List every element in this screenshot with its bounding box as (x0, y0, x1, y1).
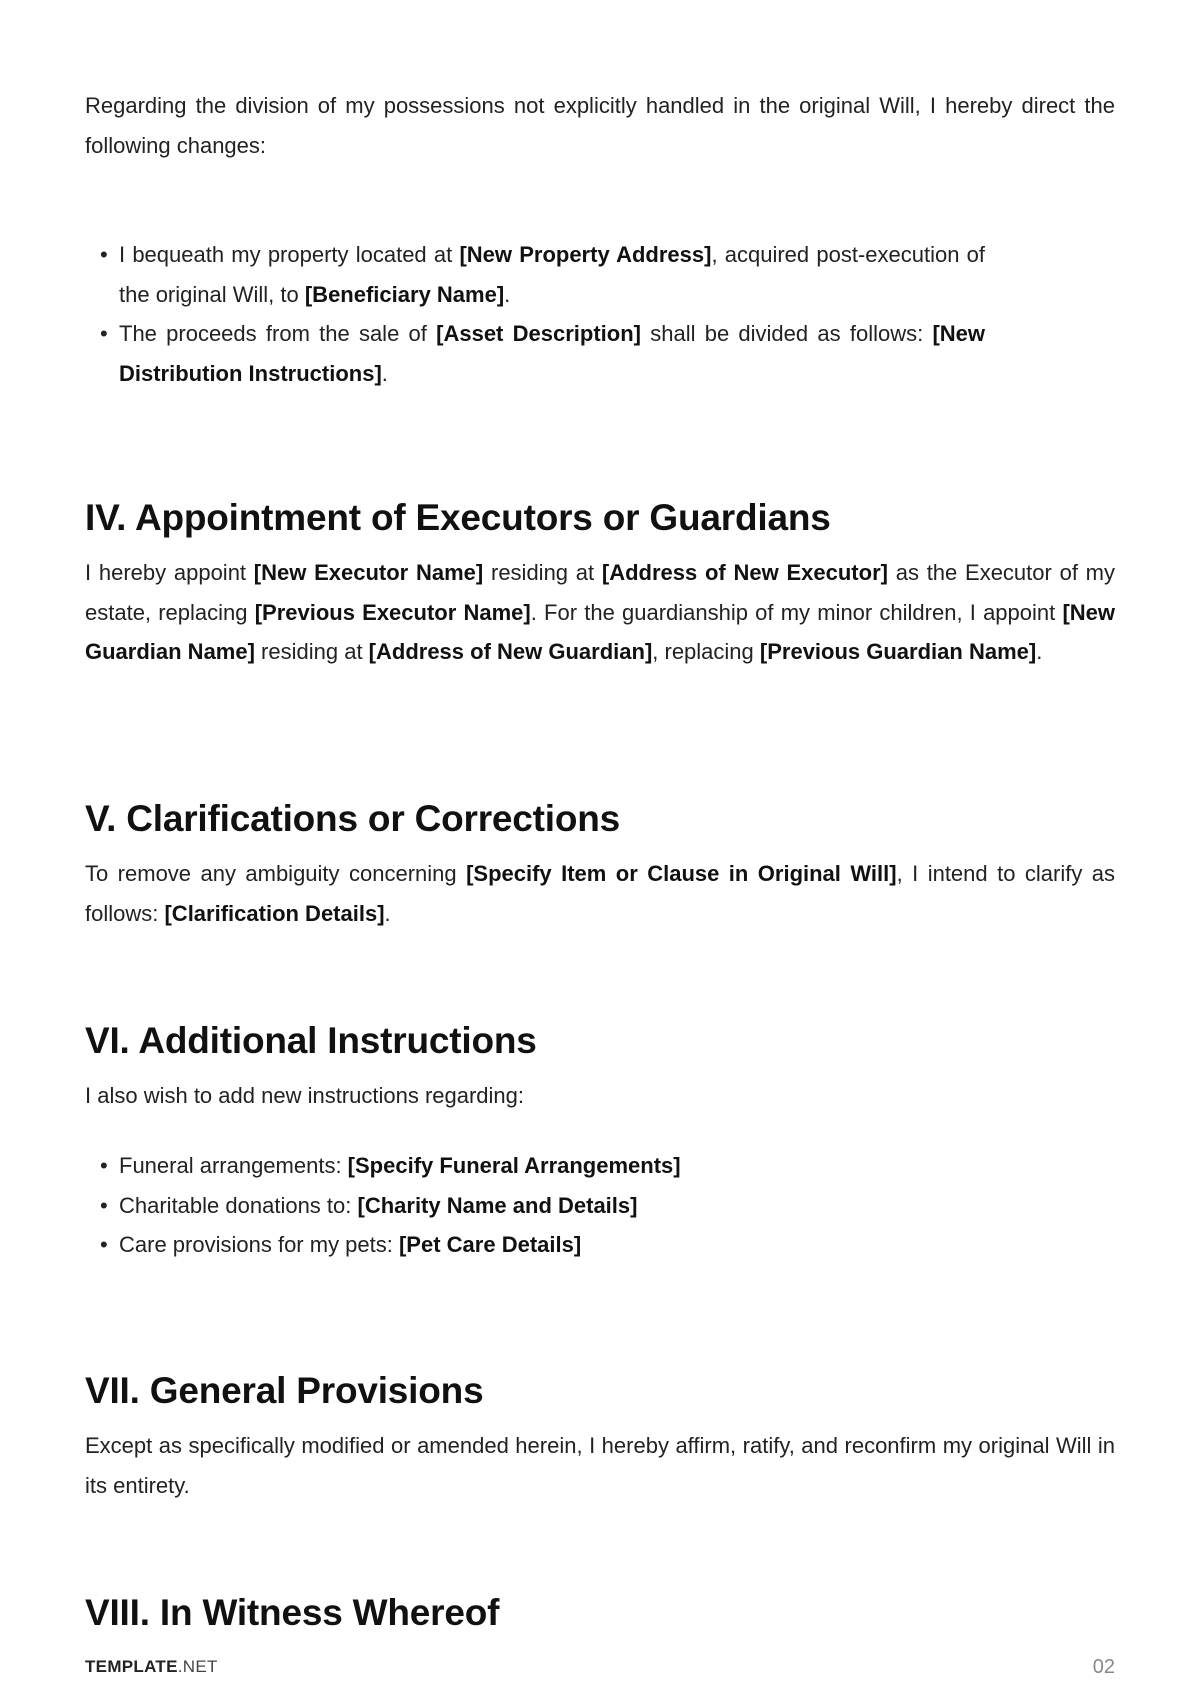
page-footer (85, 1654, 1115, 1680)
list-item: • Care provisions for my pets: [Pet Care Details] (119, 1225, 681, 1265)
possessions-list (85, 235, 1115, 393)
section-vi-heading: VI. Additional Instructions (85, 1020, 537, 1061)
section-vii-paragraph: Except as specifically modified or amended herein, I hereby affirm, ratify, and reconfirm my original Will in its entirety. (85, 1433, 1115, 1498)
section-iv-heading: IV. Appointment of Executors or Guardians (85, 497, 831, 538)
placeholder-field: [Clarification Details] (164, 900, 385, 926)
placeholder-field: [Previous Executor Name] (254, 599, 531, 625)
section-v-paragraph: To remove any ambiguity concerning [Specify Item or Clause in Original Will], I intend to clarify as follows: [Clarification Details]. (85, 861, 1115, 926)
list-item: • Charitable donations to: [Charity Name and Details] (119, 1186, 681, 1226)
placeholder-field: [Asset Description] (436, 321, 641, 346)
placeholder-field: [Specify Funeral Arrangements] (347, 1153, 681, 1178)
placeholder-field: [Beneficiary Name] (304, 281, 505, 307)
section-vi-paragraph: I also wish to add new instructions regarding: (85, 1083, 525, 1108)
section-iv-paragraph: I hereby appoint [New Executor Name] residing at [Address of New Executor] as the Executor of my estate, replacing [Previous Executor Name]. For the guardianship of my minor children, I appoint [New Guardian Name] residing at [Address of New Guardian], replacing [Previous Guardian Name]. (85, 560, 1116, 664)
section-viii-heading: VIII. In Witness Whereof (85, 1592, 500, 1633)
placeholder-field: [Pet Care Details] (398, 1232, 582, 1257)
placeholder-field: [New Guardian Name] (85, 599, 1115, 664)
placeholder-field: [New Executor Name] (253, 560, 484, 585)
placeholder-field: [Previous Guardian Name] (759, 639, 1037, 664)
list-item: • Funeral arrangements: [Specify Funeral Arrangements] (119, 1146, 681, 1186)
placeholder-field: [New Property Address] (459, 242, 712, 267)
placeholder-field: [New Distribution Instructions] (119, 321, 986, 386)
placeholder-field: [Charity Name and Details] (357, 1192, 638, 1218)
list-item: • I bequeath my property located at [New Property Address], acquired post-execution of the original Will, to [Beneficiary Name]. (119, 235, 985, 314)
instructions-list (85, 1146, 681, 1265)
section-v-heading: V. Clarifications or Corrections (85, 798, 621, 839)
page-number: 02 (1092, 1655, 1115, 1678)
placeholder-field: [Specify Item or Clause in Original Will] (466, 861, 897, 886)
intro-paragraph: Regarding the division of my possessions not explicitly handled in the original Will, I hereby direct the following changes: (85, 93, 1115, 158)
brand-logo: TEMPLATE.NET (85, 1657, 218, 1676)
section-vii-heading: VII. General Provisions (85, 1370, 484, 1411)
placeholder-field: [Address of New Executor] (601, 560, 888, 585)
placeholder-field: [Address of New Guardian] (368, 639, 653, 664)
list-item: • The proceeds from the sale of [Asset Description] shall be divided as follows: [New Distribution Instructions]. (119, 314, 985, 393)
